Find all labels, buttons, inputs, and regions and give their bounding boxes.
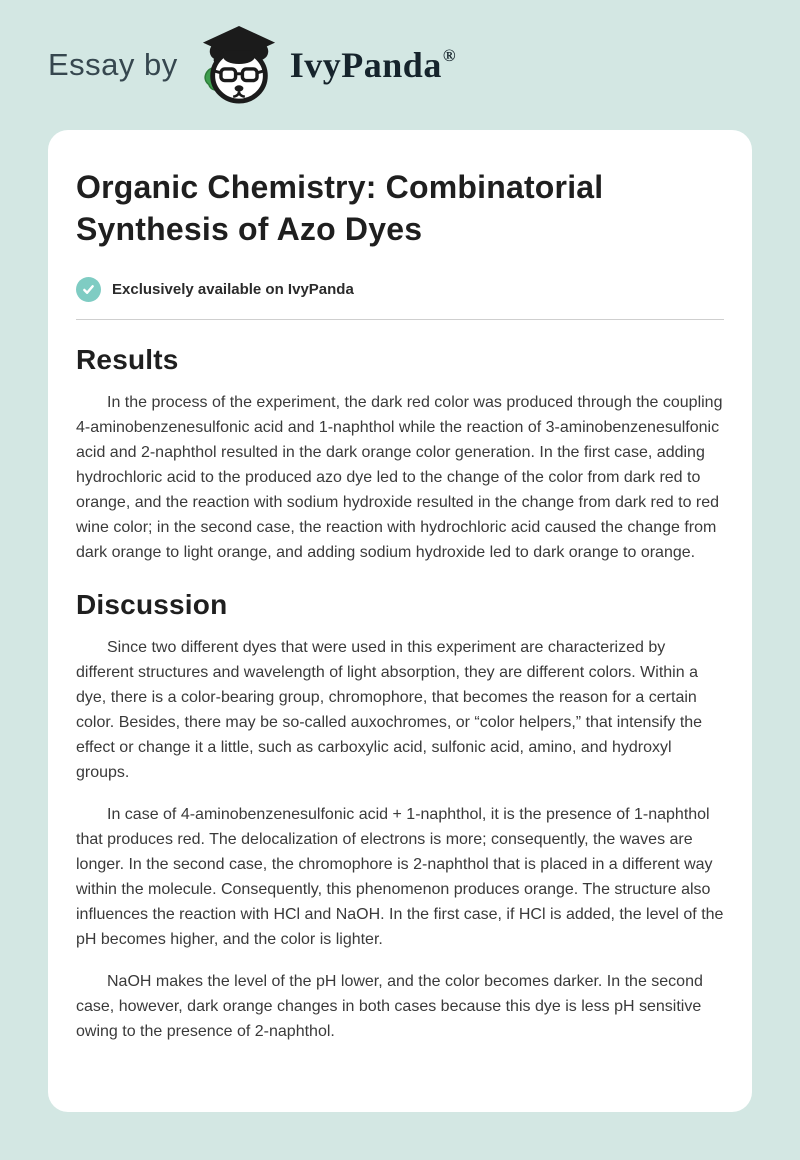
brand-wordmark bbox=[290, 44, 456, 86]
paragraph: In the process of the experiment, the dark red color was produced through the coupling 4-aminobenzenesulfonic acid and 1-naphthol while the reaction of 3-aminobenzenesulfonic acid and 2-naphthol resulted in the dark orange color generation. In the first case, adding hydrochloric acid to the produced azo dye led to the change of the color from dark red to orange, and the reaction with sodium hydroxide resulted in the change from dark red to red wine color; in the second case, the reaction with hydrochloric acid caused the change from dark orange to light orange, and adding sodium hydroxide led to dark orange to orange. bbox=[76, 394, 723, 562]
section-heading-results: Results bbox=[76, 344, 179, 376]
ivypanda-panda-logo-icon bbox=[200, 24, 278, 106]
paragraph: Since two different dyes that were used in this experiment are characterized by different structures and wavelength of light absorption, they are different colors. Within a dye, there is a color-bearing group, chromophore, that becomes the reason for a certain color. Besides, there may be so-called auxochromes, or “color helpers,” that intensify the effect or change it a little, such as carboxylic acid, sulfonic acid, amino, and hydroxyl groups. bbox=[76, 639, 703, 782]
section-heading-discussion: Discussion bbox=[76, 589, 228, 621]
essay-by-label: Essay by bbox=[48, 47, 178, 82]
paragraph: NaOH makes the level of the pH lower, and the color becomes darker. In the second case, however, dark orange changes in both cases because this dye is less pH sensitive owing to the presence of 2-naphthol. bbox=[76, 973, 703, 1041]
exclusive-badge bbox=[76, 277, 724, 302]
paragraph: In case of 4-aminobenzenesulfonic acid + 1-naphthol, it is the presence of 1-naphthol that produces red. The delocalization of electrons is more; consequently, the waves are longer. In the second case, the chromophore is 2-naphthol that is placed in a different way within the molecule. Consequently, this phenomenon produces orange. The structure also influences the reaction with HCl and NaOH. In the first case, if HCl is added, the level of the pH becomes higher, and the color is lighter. bbox=[76, 806, 724, 949]
brand-name: IvyPanda bbox=[289, 45, 442, 85]
registered-mark: ® bbox=[442, 46, 457, 65]
checkmark-icon bbox=[76, 277, 101, 302]
site-header bbox=[0, 0, 800, 130]
badge-label: Exclusively available on IvyPanda bbox=[112, 281, 354, 299]
document-card bbox=[48, 130, 752, 1112]
divider bbox=[76, 319, 724, 320]
brand-logo bbox=[200, 24, 456, 106]
page-title: Organic Chemistry: Combinatorial Synthesis of Azo Dyes bbox=[76, 169, 604, 248]
